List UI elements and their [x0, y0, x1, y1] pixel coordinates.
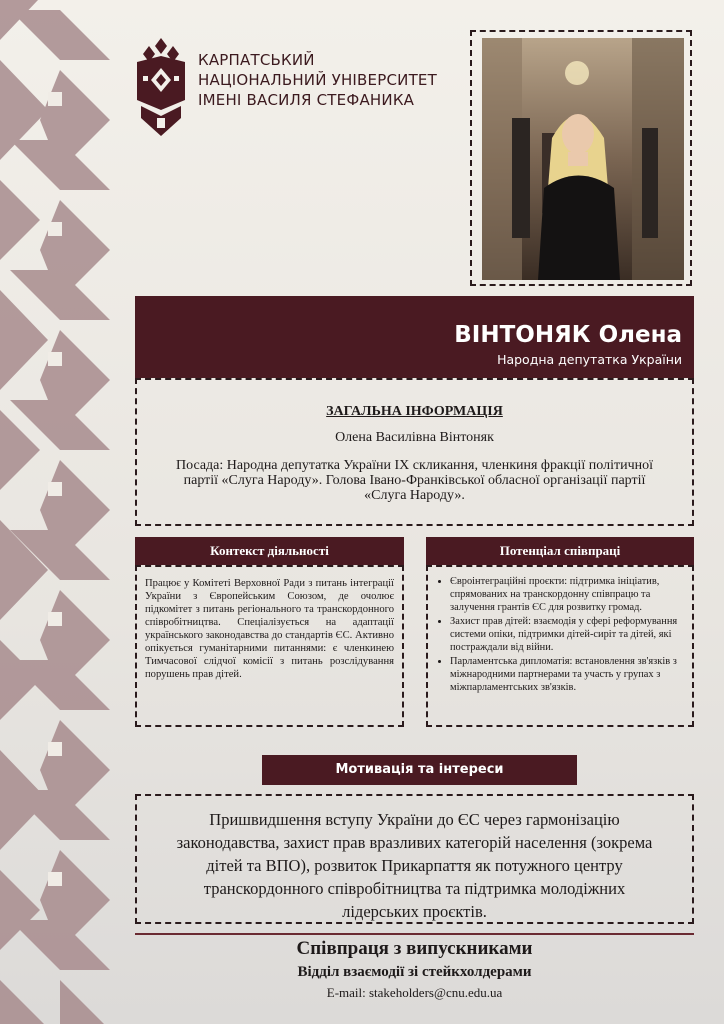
cooperation-heading: Потенціал співпраці	[426, 537, 694, 565]
university-name	[198, 50, 438, 110]
footer-divider	[135, 933, 694, 935]
footer	[135, 938, 694, 1001]
list-item: • Євроінтеграційні проєкти: підтримка ініціатив, спрямованих на транскордонну співпрацю та залучення грантів ЄС для розвитку громад.	[450, 575, 686, 614]
university-name-line-2: НАЦІОНАЛЬНИЙ УНІВЕРСИТЕТ	[198, 71, 437, 89]
context-heading: Контекст діяльності	[135, 537, 404, 565]
name-banner	[135, 296, 694, 378]
motivation-section	[135, 794, 694, 924]
general-info-heading: ЗАГАЛЬНА ІНФОРМАЦІЯ	[326, 404, 503, 419]
motivation-heading: Мотивація та інтереси	[262, 755, 577, 785]
footer-title: Співпраця з випускниками	[296, 938, 533, 959]
general-info-section	[135, 378, 694, 526]
full-name: Олена Василівна Вінтоняк	[335, 430, 494, 445]
footer-email[interactable]: E-mail: stakeholders@cnu.edu.ua	[326, 985, 503, 1000]
list-item: • Захист прав дітей: взаємодія у сфері реформування системи опіки, підтримки дітей-сиріт та дітей, які постраждали від війни.	[450, 615, 686, 654]
list-item: • Парламентська дипломатія: встановлення зв'язків з міжнародними партнерами та участь у групах з міжпарламентських зв'язків.	[450, 655, 686, 694]
university-name-line-3: ІМЕНІ ВАСИЛЯ СТЕФАНИКА	[198, 91, 415, 109]
cooperation-section	[426, 565, 694, 727]
university-name-line-1: КАРПАТСЬКИЙ	[198, 51, 315, 69]
position-text: Посада: Народна депутатка України IX скликання, членкиня фракції політичної партії «Слуга Народу». Голова Івано-Франківської обласної організації партії «Слуга Народу».	[175, 458, 654, 503]
motivation-text: Пришвидшення вступу України до ЄС через гармонізацію законодавства, захист прав вразливих категорій населення (зокрема дітей та ВПО), розвиток Прикарпаття як потужного центру транскордонного співробітництва та підтримка молодіжних лідерських проєктів.	[176, 810, 653, 921]
context-text: Працює у Комітеті Верховної Ради з питань інтеграції України з Європейським Союзом, де очолює підкомітет з питань регіонального та транскордонного співробітництва. Спеціалізується на адаптації українського законодавства до стандартів ЄС. Активно опікується гуманітарними питаннями: є членкинею Тимчасової слідчої комісії з питань розслідування порушень прав дітей.	[145, 578, 394, 680]
person-role: Народна депутатка України	[497, 352, 682, 367]
context-section	[135, 565, 404, 727]
cooperation-list	[436, 575, 686, 694]
portrait-photo	[482, 38, 684, 280]
university-crest-icon	[137, 38, 185, 136]
photo-frame	[470, 30, 692, 286]
decorative-ornament	[0, 0, 120, 1024]
person-name: ВІНТОНЯК Олена	[454, 322, 682, 348]
footer-subtitle: Відділ взаємодії зі стейкхолдерами	[297, 964, 532, 980]
